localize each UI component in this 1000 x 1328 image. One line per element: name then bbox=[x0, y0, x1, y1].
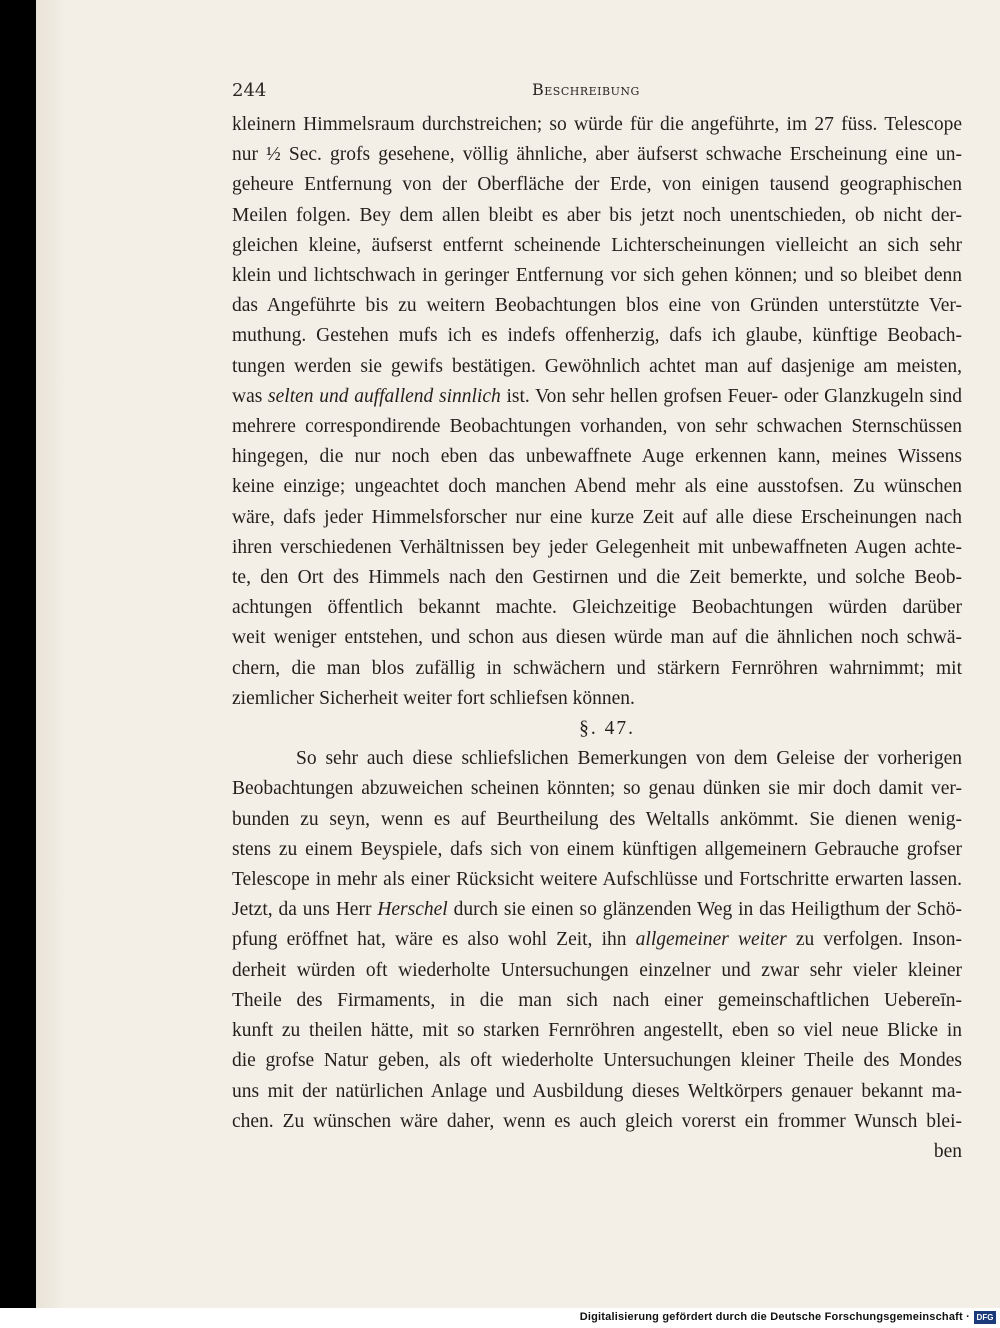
text-line: Meilen folgen. Bey dem allen bleibt es aber bis jetzt noch unentschieden, ob nicht der- bbox=[232, 204, 962, 226]
text-run: zu verfolgen. Inson- bbox=[786, 929, 962, 951]
text-run: Jetzt, da uns Herr bbox=[232, 899, 378, 921]
text-line: chern, die man blos zufällig in schwächern und stärkern Fernröhren wahrnimmt; mit bbox=[232, 657, 962, 679]
italic-name: Herschel bbox=[377, 899, 448, 921]
text-run: pfung eröffnet hat, wäre es also wohl Zeit, ihn bbox=[232, 929, 636, 951]
text-line: weit weniger entstehen, und schon aus diesen würde man auf die ähnlichen noch schwä- bbox=[232, 627, 962, 649]
text-line: klein und lichtschwach in geringer Entfernung vor sich gehen können; und so bleibet denn bbox=[232, 265, 962, 287]
text-line: mehrere correspondirende Beobachtungen vorhanden, von sehr schwachen Sternschüssen bbox=[232, 416, 962, 438]
text-run: ist. Von sehr hellen grofsen Feuer- oder Glanzkugeln sind bbox=[500, 385, 963, 407]
text-run: was bbox=[232, 385, 269, 407]
text-line: hingegen, die nur noch eben das unbewaffnete Auge erkennen kann, meines Wissens bbox=[232, 446, 962, 468]
italic-phrase: allgemeiner weiter bbox=[635, 929, 787, 951]
text-line: geheure Entfernung von der Oberfläche der Erde, von einigen tausend geographischen bbox=[232, 174, 962, 196]
page-number: 244 bbox=[232, 80, 267, 101]
text-line: So sehr auch diese schliefslichen Bemerkungen von dem Geleise der vorherigen bbox=[296, 748, 962, 770]
text-line: ihren verschiedenen Verhältnissen bey jeder Gelegenheit mit unbewaffneten Augen achte- bbox=[232, 536, 962, 558]
page-header bbox=[232, 80, 962, 110]
text-line: achtungen öffentlich bekannt machte. Gleichzeitige Beobachtungen würden darüber bbox=[232, 597, 962, 619]
funding-credit: Digitalisierung gefördert durch die Deutsche Forschungsgemeinschaft · bbox=[579, 1311, 970, 1323]
text-line: nur ½ Sec. grofs gesehene, völlig ähnliche, aber äufserst schwache Erscheinung eine un- bbox=[232, 144, 962, 166]
text-line: derheit würden oft wiederholte Untersuchungen einzelner und zwar sehr vieler kleiner bbox=[232, 959, 962, 981]
text-line: Beobachtungen abzuweichen scheinen könnten; so genau dünken sie mir doch damit ver- bbox=[232, 778, 962, 800]
running-head: Beschreibung bbox=[532, 80, 640, 99]
text-line: die grofse Natur geben, als oft wiederholte Untersuchungen kleiner Theile des Mondes bbox=[232, 1050, 962, 1072]
text-line: bunden zu seyn, wenn es auf Beurtheilung des Weltalls ankömmt. Sie dienen wenig- bbox=[232, 808, 962, 830]
text-line: wäre, dafs jeder Himmelsforscher nur eine kurze Zeit auf alle diese Erscheinungen nach bbox=[232, 506, 962, 528]
text-line bbox=[232, 382, 962, 412]
text-line: uns mit der natürlichen Anlage und Ausbildung dieses Weltkörpers genauer bekannt ma- bbox=[232, 1080, 962, 1102]
digitization-footer bbox=[0, 1308, 1000, 1328]
text-line: keine einzige; ungeachtet doch manchen Abend mehr als eine ausstofsen. Zu wünschen bbox=[232, 476, 962, 498]
text-line: muthung. Gestehen mufs ich es indefs offenherzig, dafs ich glaube, künftige Beobach- bbox=[232, 325, 962, 347]
italic-phrase: selten und auffallend sinnlich bbox=[268, 385, 501, 407]
catchword: ben bbox=[933, 1140, 962, 1162]
text-line: gleichen kleine, äufserst entfernt scheinende Lichterscheinungen vielleicht an sich sehr bbox=[232, 234, 962, 256]
text-line: ziemlicher Sicherheit weiter fort schliefsen können. bbox=[232, 687, 635, 709]
text-line: kunft zu theilen hätte, mit so starken Fernröhren angestellt, eben so viel neue Blicke in bbox=[232, 1020, 962, 1042]
text-line: tungen werden sie gewifs bestätigen. Gewöhnlich achtet man auf dasjenige am meisten, bbox=[232, 355, 962, 377]
text-line: te, den Ort des Himmels nach den Gestirnen und die Zeit bemerkte, und solche Beob- bbox=[232, 567, 962, 589]
text-line: das Angeführte bis zu weitern Beobachtungen blos eine von Gründen unterstützte Ver- bbox=[232, 295, 962, 317]
text-line bbox=[232, 895, 962, 925]
dfg-logo-icon: DFG bbox=[974, 1311, 996, 1324]
body-text bbox=[232, 110, 962, 1167]
text-run: durch sie einen so glänzenden Weg in das Heiligthum der Schö- bbox=[447, 899, 962, 921]
text-line: stens zu einem Beyspiele, dafs sich von einem künftigen allgemeinern Gebrauche grofser bbox=[232, 838, 962, 860]
text-line bbox=[232, 925, 962, 955]
text-line: kleinern Himmelsraum durchstreichen; so würde für die angeführte, im 27 füss. Telescope bbox=[232, 114, 962, 135]
text-line: Theile des Firmaments, in die man sich nach einer gemeinschaftlichen Uebereīn- bbox=[232, 989, 962, 1011]
text-line: Telescope in mehr als einer Rücksicht weitere Aufschlüsse und Fortschritte erwarten lassen. bbox=[232, 869, 962, 891]
section-heading: §. 47. bbox=[579, 718, 635, 740]
text-line: chen. Zu wünschen wäre daher, wenn es auch gleich vorerst ein frommer Wunsch blei- bbox=[232, 1110, 962, 1132]
